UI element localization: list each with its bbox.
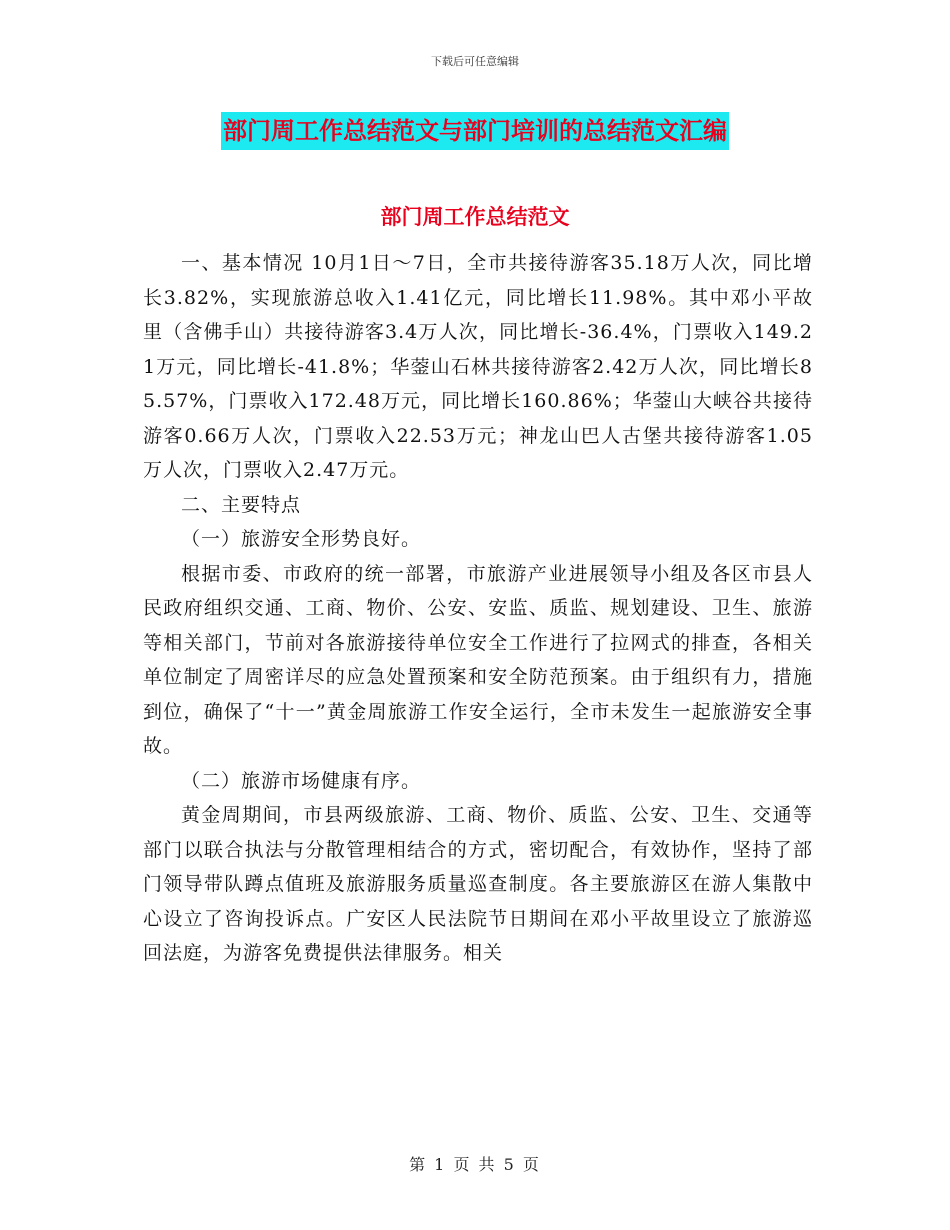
section-title: 部门周工作总结范文 (380, 204, 570, 229)
paragraph-subheading-market: （二）旅游市场健康有序。 (181, 769, 422, 792)
document-title: 部门周工作总结范文与部门培训的总结范文汇编 (221, 112, 729, 150)
paragraph-market: 黄金周期间，市县两级旅游、工商、物价、质监、公安、卫生、交通等部门以联合执法与分散管理相结合的方式，密切配合，有效协作，坚持了部门领导带队蹲点值班及旅游服务质量巡查制度。各主要旅游区在游人集散中心设立了咨询投诉点。广安区人民法院节日期间在邓小平故里设立了旅游巡回法庭，为游客免费提供法律服务。相关 (143, 804, 813, 964)
paragraph-safety: 根据市委、市政府的统一部署，市旅游产业进展领导小组及各区市县人民政府组织交通、工商、物价、公安、安监、质监、规划建设、卫生、旅游等相关部门，节前对各旅游接待单位安全工作进行了拉网式的排查，各相关单位制定了周密详尽的应急处置预案和安全防范预案。由于组织有力，措施到位，确保了“十一”黄金周旅游工作安全运行，全市未发生一起旅游安全事故。 (143, 562, 813, 757)
page-number: 第 1 页 共 5 页 (409, 1155, 541, 1174)
paragraph-main-features-heading: 二、主要特点 (181, 493, 302, 516)
paragraph-subheading-safety: （一）旅游安全形势良好。 (181, 528, 422, 550)
document-title-container (0, 112, 950, 150)
document-body (143, 246, 813, 971)
page-header-note: 下载后可任意编辑 (431, 55, 519, 68)
paragraph-basic-situation: 一、基本情况 10月1日～7日，全市共接待游客35.18万人次，同比增长3.82%，实现旅游总收入1.41亿元，同比增长11.98%。其中邓小平故里（含佛手山）共接待游客3.4万人次，同比增长-36.4%，门票收入149.21万元，同比增长-41.8%；华蓥山石林共接待游客2.42万人次，同比增长85.57%，门票收入172.48万元，同比增长160.86%；华蓥山大峡谷共接待游客0.66万人次，门票收入22.53万元；神龙山巴人古堡共接待游客1.05万人次，门票收入2.47万元。 (143, 252, 813, 481)
